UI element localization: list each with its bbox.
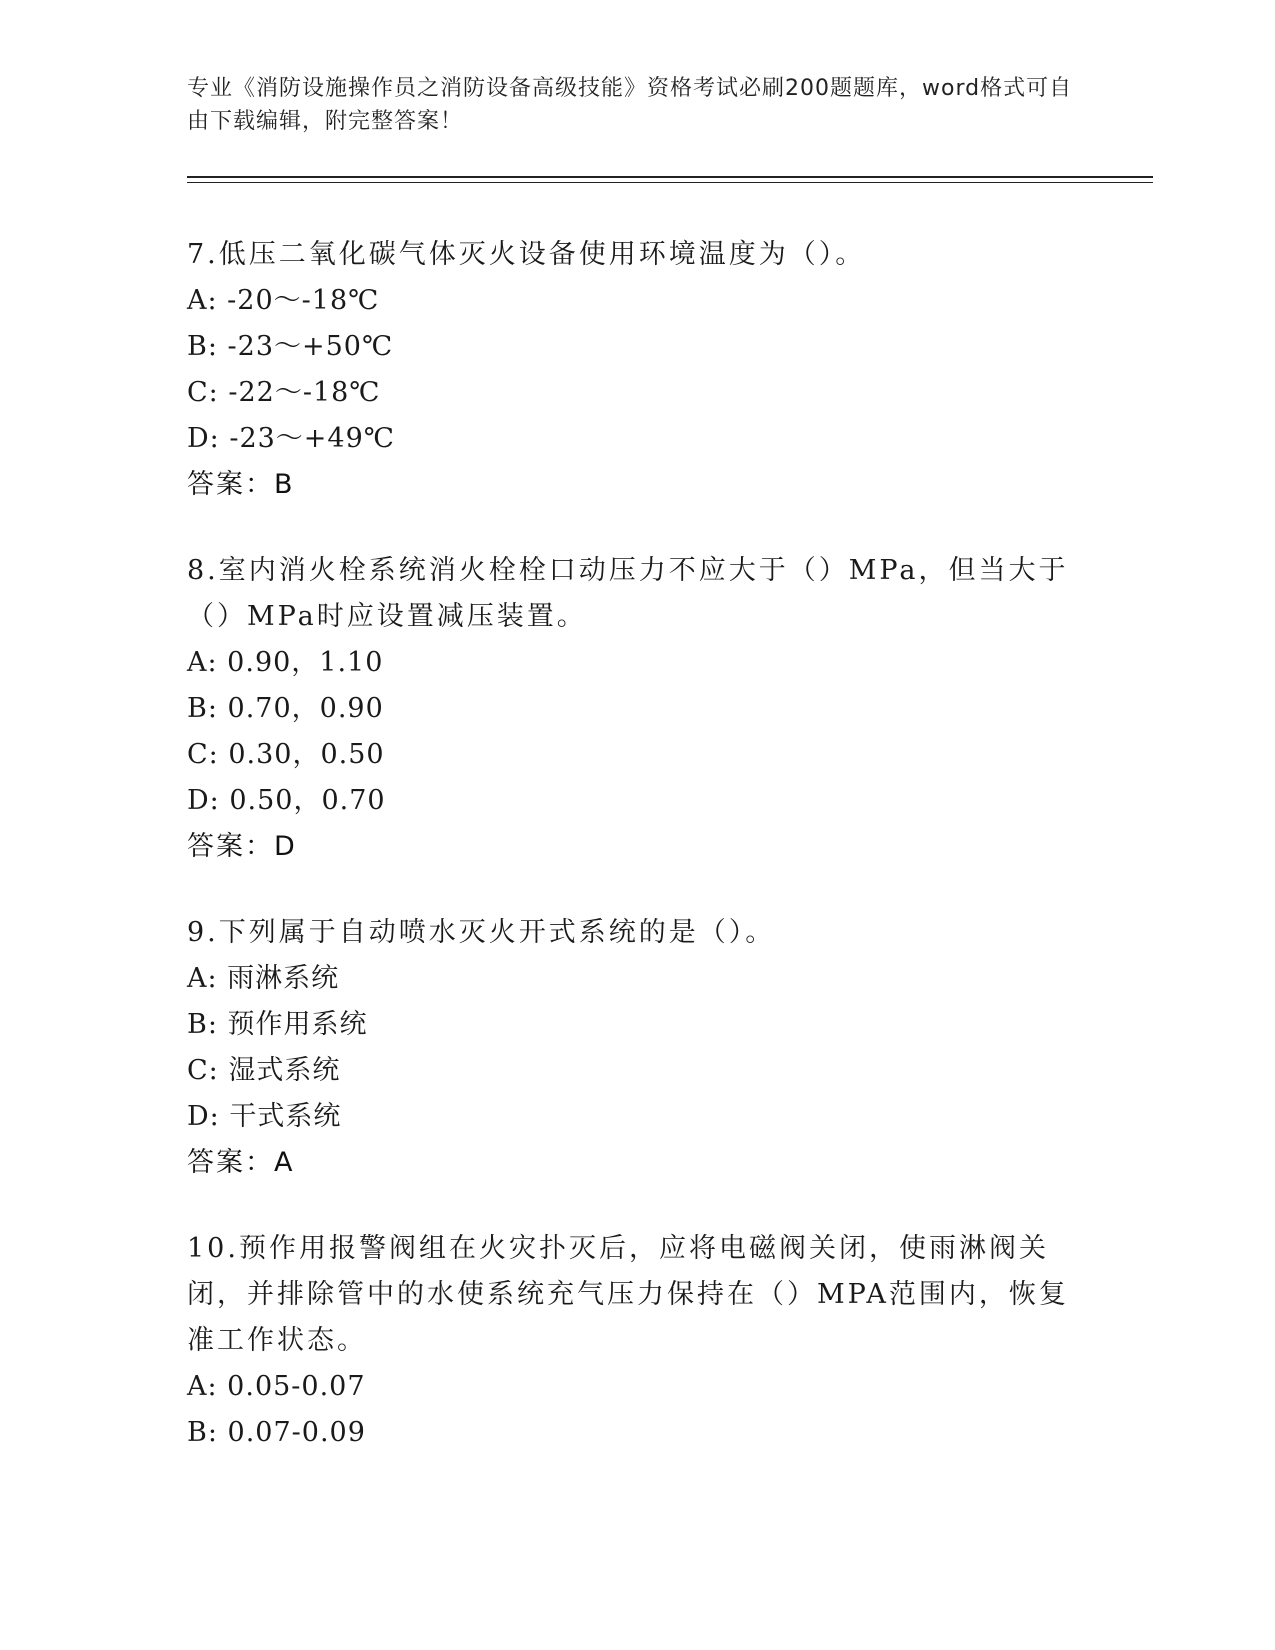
question-stem: 9.下列属于自动喷水灭火开式系统的是（）。 <box>187 917 776 948</box>
option-a: A: 0.90，1.10 <box>187 647 384 678</box>
option-d: D: 干式系统 <box>187 1101 342 1132</box>
question-9 <box>187 910 1087 1186</box>
option-d: D: -23～+49℃ <box>187 423 395 454</box>
option-c: C: 湿式系统 <box>187 1055 341 1086</box>
answer: 答案：D <box>187 831 297 862</box>
option-d: D: 0.50，0.70 <box>187 785 386 816</box>
option-a: A: 雨淋系统 <box>187 963 340 994</box>
option-a: A: -20～-18℃ <box>187 285 380 316</box>
option-b: B: -23～+50℃ <box>187 331 394 362</box>
question-stem: 7.低压二氧化碳气体灭火设备使用环境温度为（）。 <box>187 239 866 270</box>
option-a: A: 0.05-0.07 <box>187 1371 366 1402</box>
answer: 答案：A <box>187 1147 295 1178</box>
option-b: B: 预作用系统 <box>187 1009 368 1040</box>
option-b: B: 0.07-0.09 <box>187 1417 366 1448</box>
document-intro-text: 专业《消防设施操作员之消防设备高级技能》资格考试必刷200题题库，word格式可自由下载编辑，附完整答案！ <box>187 76 1073 134</box>
question-stem: 8.室内消火栓系统消火栓栓口动压力不应大于（）MPa，但当大于（）MPa时应设置减压装置。 <box>187 555 1069 632</box>
header-divider-thin <box>187 182 1153 183</box>
question-10 <box>187 1226 1087 1456</box>
header-divider <box>187 176 1153 178</box>
question-7 <box>187 232 1087 508</box>
option-c: C: 0.30，0.50 <box>187 739 385 770</box>
question-8 <box>187 548 1087 870</box>
option-b: B: 0.70，0.90 <box>187 693 384 724</box>
question-stem: 10.预作用报警阀组在火灾扑灭后，应将电磁阀关闭，使雨淋阀关闭，并排除管中的水使系统充气压力保持在（）MPA范围内，恢复准工作状态。 <box>187 1233 1069 1356</box>
answer: 答案：B <box>187 469 295 500</box>
question-list <box>187 232 1087 1496</box>
option-c: C: -22～-18℃ <box>187 377 381 408</box>
